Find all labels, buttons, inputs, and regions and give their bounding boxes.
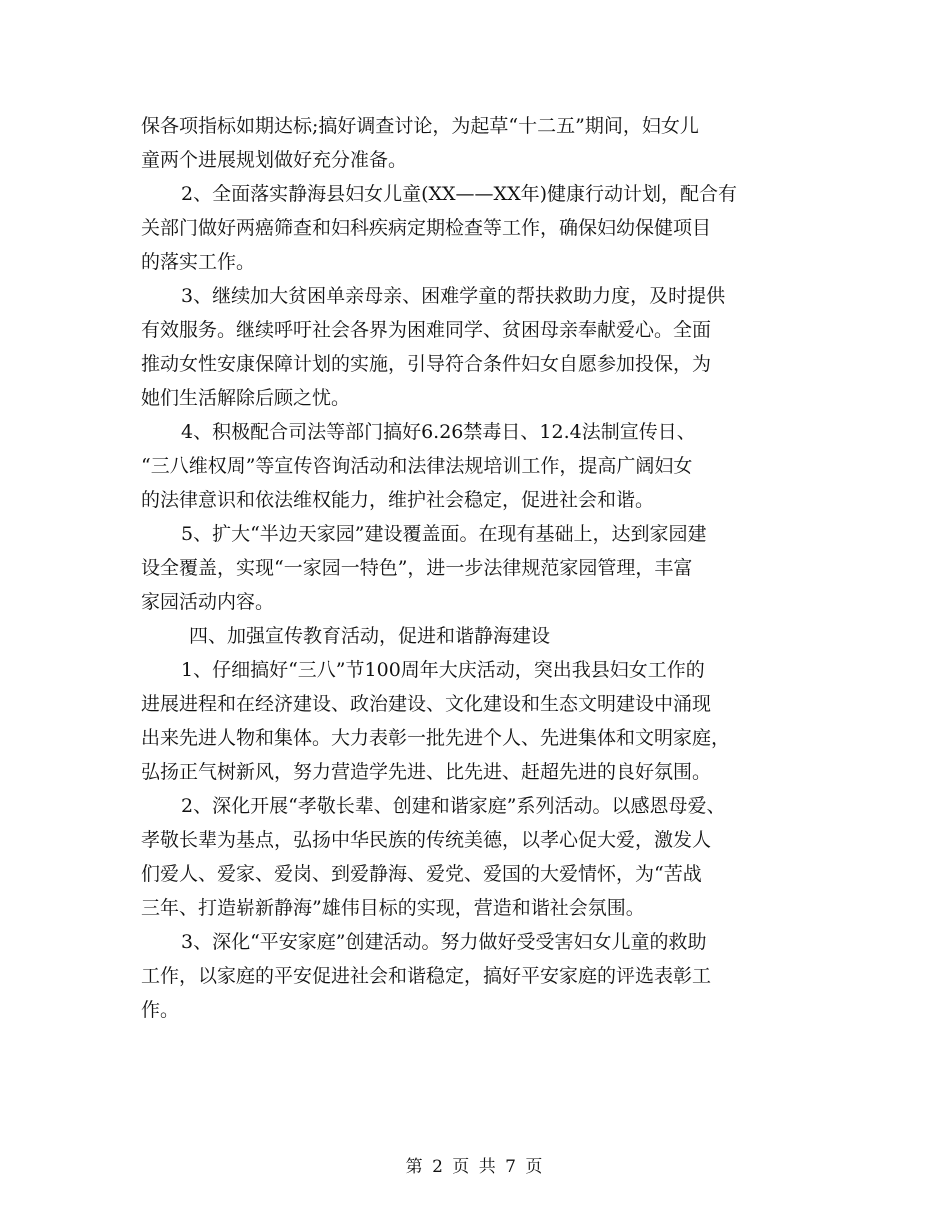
text-line: 的落实工作。 <box>141 251 256 273</box>
text-line: 的法律意识和依法维权能力，维护社会稳定，促进社会和谐。 <box>141 489 655 511</box>
text-line: 2、深化开展“孝敬长辈、创建和谐家庭”系列活动。以感恩母爱、 <box>181 795 726 817</box>
document-body <box>141 109 841 1027</box>
text-line: 4、积极配合司法等部门搞好6.26禁毒日、12.4法制宣传日、 <box>181 421 696 443</box>
text-line: 保各项指标如期达标;搞好调查讨论，为起草“十二五”期间，妇女儿 <box>141 115 699 137</box>
text-line: 三年、打造崭新静海”雄伟目标的实现，营造和谐社会氛围。 <box>141 897 645 919</box>
section-heading: 四、加强宣传教育活动，促进和谐静海建设 <box>189 625 551 647</box>
text-line: 3、深化“平安家庭”创建活动。努力做好受受害妇女儿童的救助 <box>181 931 707 953</box>
text-line: 2、全面落实静海县妇女儿童(XX——XX年)健康行动计划，配合有 <box>181 183 738 205</box>
text-line: 孝敬长辈为基点，弘扬中华民族的传统美德，以孝心促大爱，激发人 <box>141 829 712 851</box>
text-line: 家园活动内容。 <box>141 591 275 613</box>
text-line: 1、仔细搞好“三八”节100周年大庆活动，突出我县妇女工作的 <box>181 659 705 681</box>
text-line: 弘扬正气树新风，努力营造学先进、比先进、赶超先进的良好氛围。 <box>141 761 712 783</box>
text-line: 作。 <box>141 999 180 1021</box>
text-line: 推动女性安康保障计划的实施，引导符合条件妇女自愿参加投保，为 <box>141 353 712 375</box>
text-line: 她们生活解除后顾之忧。 <box>141 387 351 409</box>
text-line: 出来先进人物和集体。大力表彰一批先进个人、先进集体和文明家庭， <box>141 727 731 749</box>
page-footer: 第 2 页 共 7 页 <box>405 1157 545 1177</box>
text-line: 工作，以家庭的平安促进社会和谐稳定，搞好平安家庭的评选表彰工 <box>141 965 712 987</box>
text-line: 设全覆盖，实现“一家园一特色”，进一步法律规范家园管理，丰富 <box>141 557 693 579</box>
text-line: 3、继续加大贫困单亲母亲、困难学童的帮扶救助力度，及时提供 <box>181 285 726 307</box>
text-line: 进展进程和在经济建设、政治建设、文化建设和生态文明建设中涌现 <box>141 693 712 715</box>
text-line: 有效服务。继续呼吁社会各界为困难同学、贫困母亲奉献爱心。全面 <box>141 319 712 341</box>
text-line: 关部门做好两癌筛查和妇科疾病定期检查等工作，确保妇幼保健项目 <box>141 217 712 239</box>
text-line: 们爱人、爱家、爱岗、到爱静海、爱党、爱国的大爱情怀，为“苦战 <box>141 863 702 885</box>
text-line: 5、扩大“半边天家园”建设覆盖面。在现有基础上，达到家园建 <box>181 523 707 545</box>
text-line: 童两个进展规划做好充分准备。 <box>141 149 408 171</box>
text-line: “三八维权周”等宣传咨询活动和法律法规培训工作，提高广阔妇女 <box>141 455 693 477</box>
